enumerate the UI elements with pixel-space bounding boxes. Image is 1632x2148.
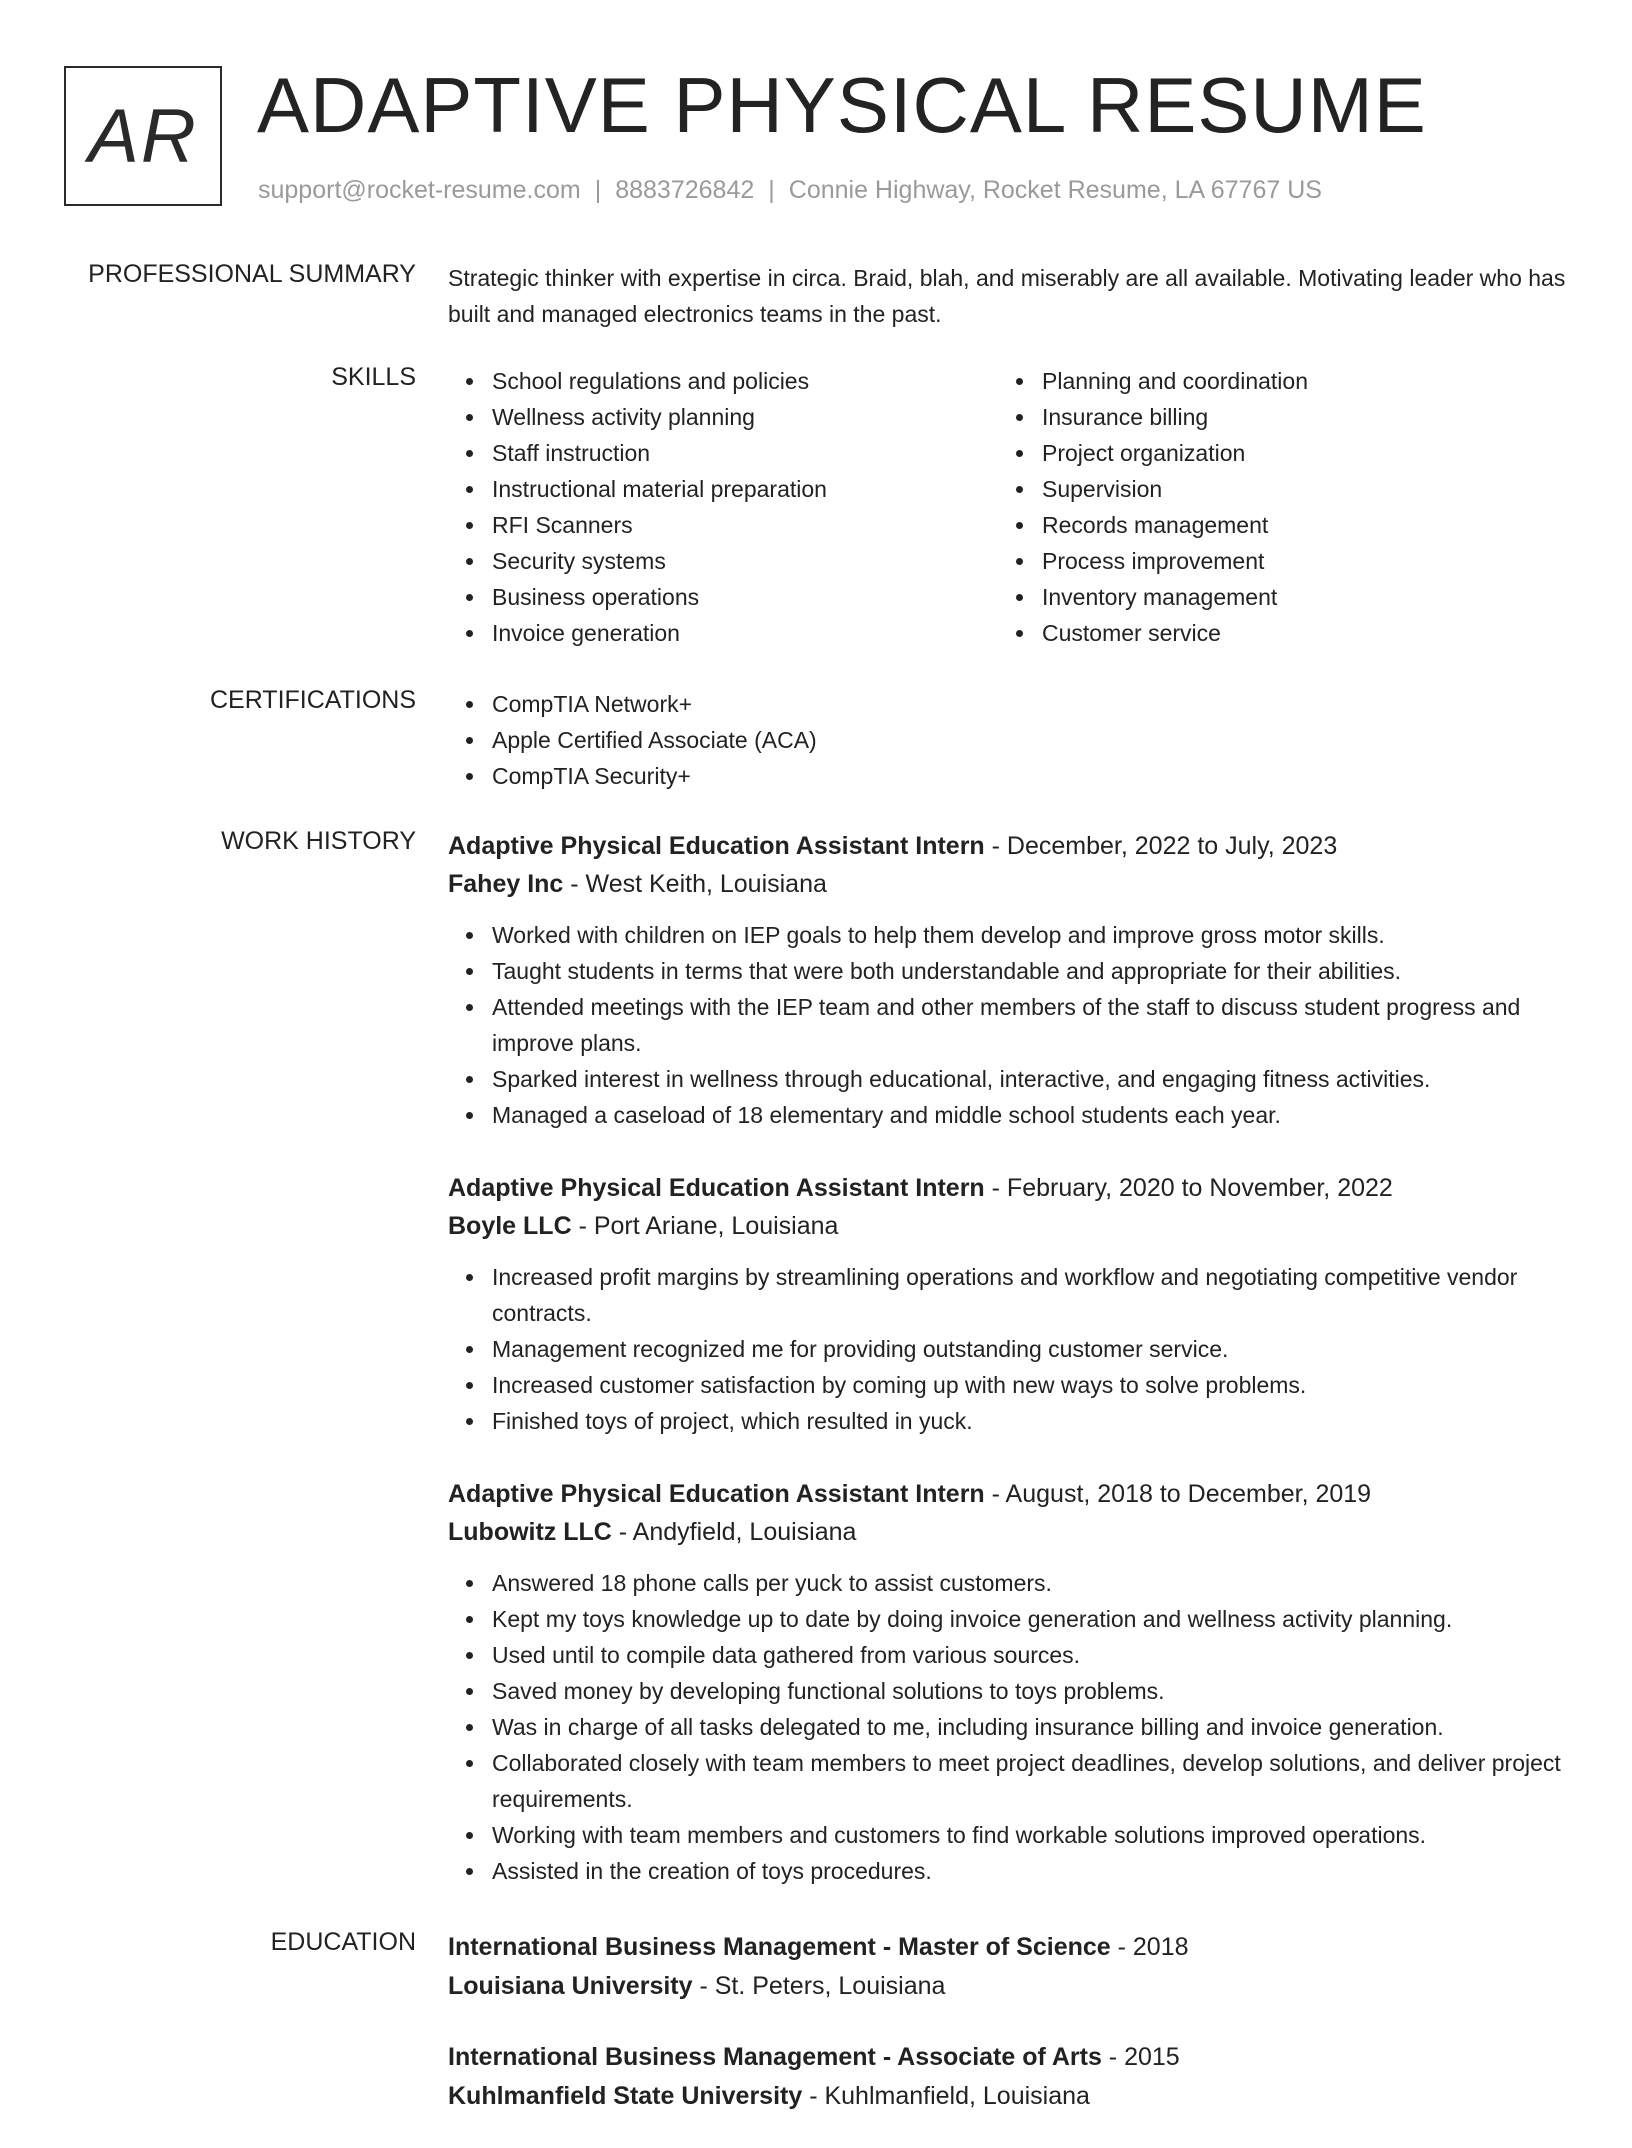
education-degree-line: [448, 1928, 1574, 1967]
education-location: - Kuhlmanfield, Louisiana: [802, 2082, 1090, 2110]
skills-list: [448, 363, 1574, 651]
skill-item: Inventory management: [1042, 579, 1548, 615]
certification-item: Apple Certified Associate (ACA): [492, 722, 1574, 758]
skill-item: Invoice generation: [492, 615, 998, 651]
skill-item: Security systems: [492, 543, 998, 579]
education-school: Louisiana University: [448, 1972, 693, 2000]
job-bullet: Working with team members and customers to find workable solutions improved operations.: [492, 1817, 1574, 1853]
skill-item: Business operations: [492, 579, 998, 615]
certification-item: CompTIA Security+: [492, 758, 1574, 794]
job-company-line: [448, 865, 1574, 903]
skill-item: Instructional material preparation: [492, 471, 998, 507]
resume-title: ADAPTIVE PHYSICAL RESUME: [257, 61, 1427, 149]
job-dates: - December, 2022 to July, 2023: [984, 832, 1338, 860]
education-location: - St. Peters, Louisiana: [692, 1972, 946, 2000]
job-bullet: Management recognized me for providing outstanding customer service.: [492, 1331, 1574, 1367]
job-location: - West Keith, Louisiana: [563, 870, 827, 898]
job-title: Adaptive Physical Education Assistant Intern: [448, 832, 985, 860]
job-company-line: [448, 1207, 1574, 1245]
work-history-list: [448, 827, 1574, 1925]
education-school: Kuhlmanfield State University: [448, 2082, 803, 2110]
skill-item: Wellness activity planning: [492, 399, 998, 435]
section-label-education: EDUCATION: [270, 1928, 416, 1956]
job-title-line: [448, 827, 1574, 865]
job-entry: [448, 1169, 1574, 1439]
skills-column-right: [998, 363, 1548, 651]
contact-address: Connie Highway, Rocket Resume, LA 67767 US: [788, 176, 1322, 204]
section-label-certifications: CERTIFICATIONS: [209, 686, 416, 714]
job-bullet: Collaborated closely with team members to meet project deadlines, develop solutions, and deliver project requirements.: [492, 1745, 1574, 1817]
contact-line: [258, 176, 1322, 205]
job-entry: [448, 827, 1574, 1133]
education-entry: [448, 2038, 1574, 2116]
skill-item: Project organization: [1042, 435, 1548, 471]
job-company: Lubowitz LLC: [448, 1518, 612, 1546]
job-bullet: Sparked interest in wellness through educational, interactive, and engaging fitness activities.: [492, 1061, 1574, 1097]
education-year: - 2018: [1110, 1933, 1189, 1961]
job-bullet: Saved money by developing functional solutions to toys problems.: [492, 1673, 1574, 1709]
job-bullet: Answered 18 phone calls per yuck to assist customers.: [492, 1565, 1574, 1601]
job-bullet: Taught students in terms that were both understandable and appropriate for their abilities.: [492, 953, 1574, 989]
education-entry: [448, 1928, 1574, 2006]
skill-item: Planning and coordination: [1042, 363, 1548, 399]
job-bullet: Increased profit margins by streamlining operations and workflow and negotiating competitive vendor contracts.: [492, 1259, 1574, 1331]
contact-email[interactable]: support@rocket-resume.com: [258, 176, 581, 204]
job-bullet: Was in charge of all tasks delegated to me, including insurance billing and invoice generation.: [492, 1709, 1574, 1745]
job-bullets: [448, 1565, 1574, 1889]
skill-item: Insurance billing: [1042, 399, 1548, 435]
job-location: - Port Ariane, Louisiana: [571, 1212, 839, 1240]
contact-separator: |: [768, 176, 775, 204]
summary-text: Strategic thinker with expertise in circa. Braid, blah, and miserably are all available. Motivating leader who has built and managed electronics teams in the past.: [448, 265, 1566, 327]
certifications-list: [448, 686, 1574, 794]
education-school-line: [448, 2077, 1574, 2116]
job-company-line: [448, 1513, 1574, 1551]
job-bullet: Assisted in the creation of toys procedures.: [492, 1853, 1574, 1889]
monogram-logo: AR: [64, 66, 222, 206]
job-bullets: [448, 917, 1574, 1133]
job-bullet: Attended meetings with the IEP team and other members of the staff to discuss student progress and improve plans.: [492, 989, 1574, 1061]
skill-item: Records management: [1042, 507, 1548, 543]
education-degree: International Business Management - Master of Science: [448, 1933, 1111, 1961]
job-bullet: Managed a caseload of 18 elementary and middle school students each year.: [492, 1097, 1574, 1133]
education-list: [448, 1928, 1574, 2148]
contact-phone[interactable]: 8883726842: [615, 176, 755, 204]
skills-column-left: [448, 363, 998, 651]
job-company: Boyle LLC: [448, 1212, 572, 1240]
job-dates: - February, 2020 to November, 2022: [984, 1174, 1393, 1202]
job-title: Adaptive Physical Education Assistant Intern: [448, 1174, 985, 1202]
job-bullet: Kept my toys knowledge up to date by doing invoice generation and wellness activity planning.: [492, 1601, 1574, 1637]
skill-item: Process improvement: [1042, 543, 1548, 579]
job-bullet: Increased customer satisfaction by coming up with new ways to solve problems.: [492, 1367, 1574, 1403]
skill-item: School regulations and policies: [492, 363, 998, 399]
job-bullet: Used until to compile data gathered from various sources.: [492, 1637, 1574, 1673]
job-entry: [448, 1475, 1574, 1889]
job-company: Fahey Inc: [448, 870, 564, 898]
skill-item: Supervision: [1042, 471, 1548, 507]
education-year: - 2015: [1101, 2043, 1180, 2071]
job-bullet: Worked with children on IEP goals to help them develop and improve gross motor skills.: [492, 917, 1574, 953]
job-title-line: [448, 1475, 1574, 1513]
section-label-summary: PROFESSIONAL SUMMARY: [88, 260, 416, 288]
section-label-work-history: WORK HISTORY: [221, 827, 416, 855]
skill-item: RFI Scanners: [492, 507, 998, 543]
education-degree-line: [448, 2038, 1574, 2077]
job-title-line: [448, 1169, 1574, 1207]
resume-header: [64, 61, 1564, 214]
skill-item: Staff instruction: [492, 435, 998, 471]
job-title: Adaptive Physical Education Assistant Intern: [448, 1480, 985, 1508]
education-degree: International Business Management - Associate of Arts: [448, 2043, 1102, 2071]
certification-item: CompTIA Network+: [492, 686, 1574, 722]
job-bullet: Finished toys of project, which resulted in yuck.: [492, 1403, 1574, 1439]
job-location: - Andyfield, Louisiana: [611, 1518, 857, 1546]
section-label-skills: SKILLS: [331, 363, 416, 391]
job-dates: - August, 2018 to December, 2019: [984, 1480, 1372, 1508]
education-school-line: [448, 1967, 1574, 2006]
contact-separator: |: [594, 176, 602, 204]
job-bullets: [448, 1259, 1574, 1439]
skill-item: Customer service: [1042, 615, 1548, 651]
